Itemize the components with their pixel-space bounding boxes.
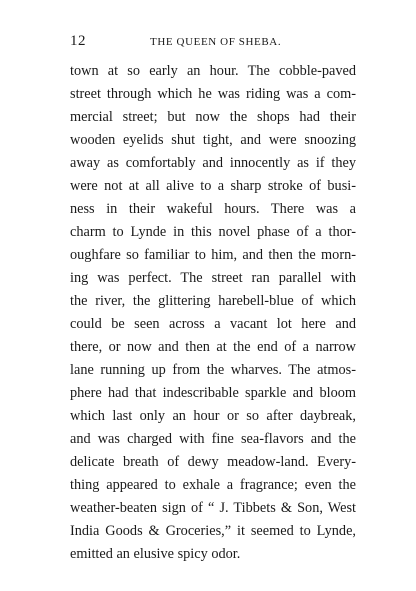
text-line: street through which he was riding was a com- (70, 86, 356, 102)
text-line: were not at all alive to a sharp stroke of busi- (70, 178, 356, 194)
text-line: mercial street; but now the shops had their (70, 109, 356, 125)
text-line: wooden eyelids shut tight, and were snoozing (70, 132, 356, 148)
running-head (70, 32, 356, 50)
text-line: could be seen across a vacant lot here and (70, 316, 356, 332)
text-line: delicate breath of dewy meadow-land. Every- (70, 454, 356, 470)
text-line: phere had that indescribable sparkle and bloom (70, 385, 356, 401)
page-number: 12 (70, 33, 86, 49)
text-line: the river, the glittering harebell-blue of which (70, 293, 356, 309)
running-title: THE QUEEN OF SHEBA. (150, 36, 282, 48)
text-line: ness in their wakeful hours. There was a (70, 201, 356, 217)
text-line: oughfare so familiar to him, and then the morn- (70, 247, 356, 263)
text-line: which last only an hour or so after daybreak, (70, 408, 356, 424)
text-line: ing was perfect. The street ran parallel with (70, 270, 356, 286)
text-line: lane running up from the wharves. The atmos- (70, 362, 356, 378)
text-line: and was charged with fine sea-flavors and the (70, 431, 356, 447)
text-line: thing appeared to exhale a fragrance; even the (70, 477, 356, 493)
body-text (70, 60, 356, 566)
text-line: emitted an elusive spicy odor. (70, 546, 241, 562)
text-line: India Goods & Groceries,” it seemed to Lynde, (70, 523, 356, 539)
text-line: weather-beaten sign of “ J. Tibbets & Son, West (70, 500, 356, 516)
text-line: charm to Lynde in this novel phase of a thor- (70, 224, 356, 240)
text-line: there, or now and then at the end of a narrow (70, 339, 356, 355)
text-line: away as comfortably and innocently as if they (70, 155, 356, 171)
text-line: town at so early an hour. The cobble-paved (70, 63, 356, 79)
